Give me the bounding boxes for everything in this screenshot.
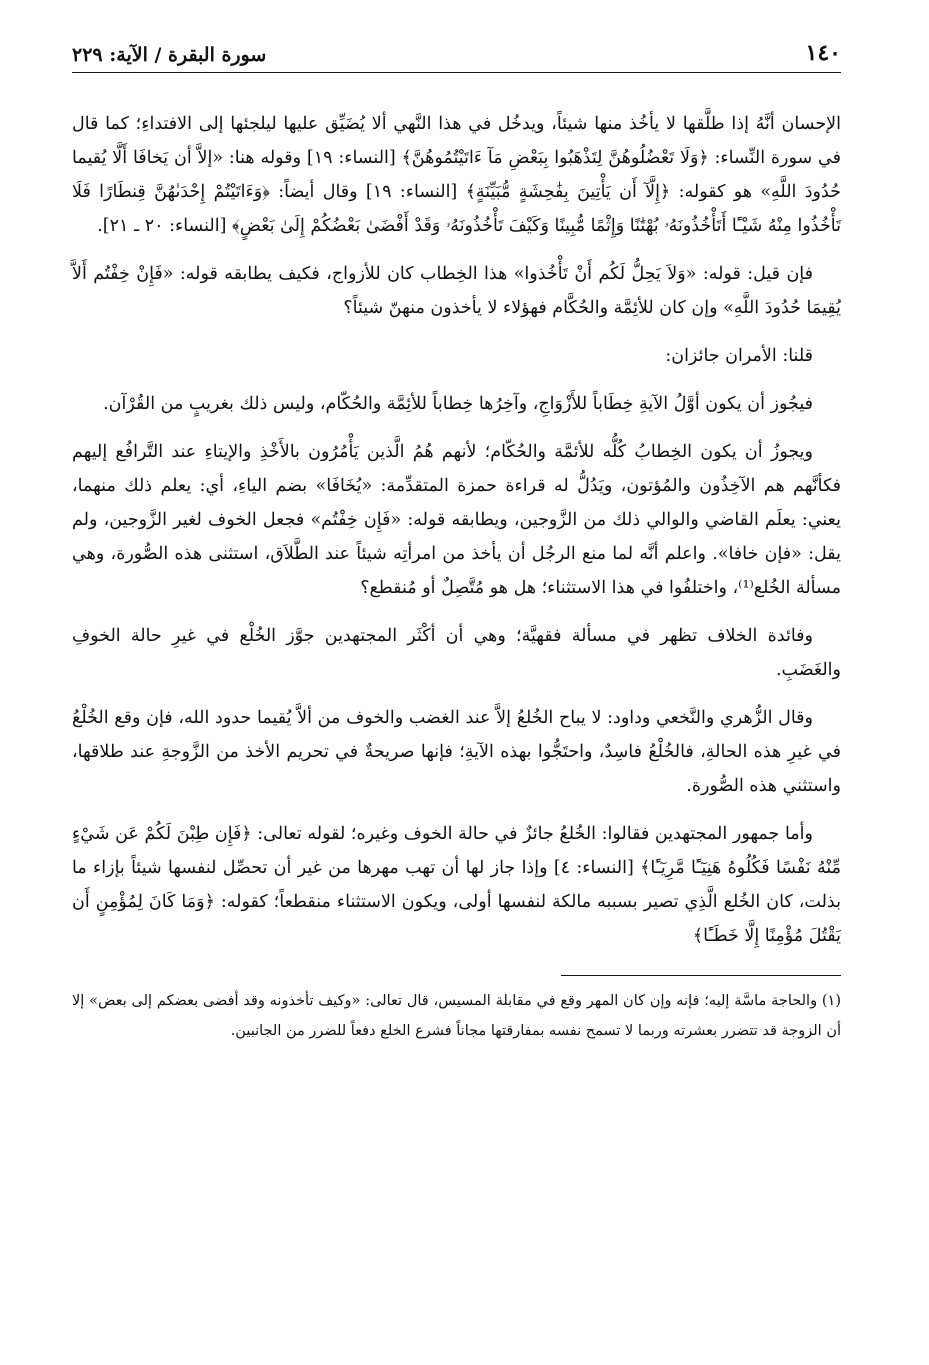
paragraph: فإن قيل: قوله: «وَلاَ يَحِلُّ لَكُم أَنْ تَأْخُذوا» هذا الخِطاب كان للأزواج، فكيف يطابقه قوله: «فَإِنْ خِفْتُم أَلاَّ يُقِيمَا حُدُودَ اللَّهِ» وإن كان للأئِمَّة والحُكَّام فهؤلاء لا يأخذون منهنّ شيئاً؟ — [72, 264, 841, 318]
paragraph: وأما جمهور المجتهدين فقالوا: الخُلعُ جائزٌ في حالة الخوف وغيره؛ لقوله تعالى: ﴿فَإِن طِبْنَ لَكُمْ عَن شَيْءٍ مِّنْهُ نَفْسًا فَكُلُوهُ هَنِيٓـًٔا مَّرِيٓـًٔا﴾ [النساء: ٤] وإذا جاز لها أن تهب مهرها من غير أن تحصِّل لنفسها شيئاً بإزاء ما بذلت، كان الخُلع الَّذِي تصير بسببه مالكة لنفسها أولى، ويكون الاستثناء منقطعاً؛ كقوله: ﴿وَمَا كَانَ لِمُؤْمِنٍ أَن يَقْتُلَ مُؤْمِنًا إِلَّا خَطَـًٔا﴾ — [72, 824, 841, 946]
page-header — [72, 40, 841, 73]
running-title: سورة البقرة / الآية: ٢٢٩ — [72, 44, 267, 66]
footnotes — [72, 986, 841, 1046]
paragraph: وفائدة الخلاف تظهر في مسألة فقهيَّة؛ وهي أن أكْثَر المجتهدين جوَّز الخُلْع في غيرِ حالة الخوفِ والغَضَبِ. — [72, 626, 841, 680]
paragraph: وقال الزُّهري والنَّخعي وداود: لا يباح الخُلعُ إلاَّ عند الغضب والخوف من ألاَّ يُقيما حدود الله، فإن وقع الخُلْعُ في غيرِ هذه الحالةِ، فالخُلْعُ فاسِدٌ، واحتَجُّوا بهذه الآيةِ؛ فإنها صريحةٌ في تحريم الأخذ من الزَّوجةِ عند طلاقها، واستثني هذه الصُّورة. — [72, 708, 841, 796]
main-text — [72, 107, 841, 953]
paragraph: ويجوزُ أن يكون الخِطابُ كُلُّه للأئمَّة والحُكّام؛ لأنهم هُمُ الَّذين يَأْمُرُون بالأَخْذِ والإيتاءِ عند التَّرافُع إليهم فكأنَّهم هم الآخِذُون والمُؤتون، ويَدُلُّ له قراءة حمزة المتقدِّمة: «يُخَافَا» بضم الياءِ، أي: يعلم ذلك منهما، يعني: يعلَم القاضي والوالي ذلك من الزَّوجين، ويطابقه قوله: «فَإِن خِفْتُم» فجعل الخوف لغير الزَّوجين، ولم يقل: «فإن خافا». واعلم أنَّه لما منع الرجُل أن يأخذ من امرأتِه شيئاً عند الطَّلاَق، استثنى هذه الصُّورة، وهي مسألة الخُلع⁽¹⁾، واختلفُوا في هذا الاستثناء؛ هل هو مُتَّصِلٌ أو مُنقطع؟ — [72, 442, 841, 598]
paragraph: الإحسان أنَّهُ إذا طلَّقها لا يأخُذ منها شيئاً، ويدخُل في هذا النَّهي ألا يُضَيِّق عليها ليلجئها إلى الافتداءِ؛ كما قال في سورة النِّساء: ﴿وَلَا تَعْضُلُوهُنَّ لِتَذْهَبُوا بِبَعْضِ مَآ ءَاتَيْتُمُوهُنَّ﴾ [النساء: ١٩] وقوله هنا: «إلاَّ أن يَخافَا أَلَّا يُقيما حُدُودَ اللَّهِ» هو كقوله: ﴿إِلَّآ أَن يَأْتِينَ بِفَٰحِشَةٍ مُّبَيِّنَةٍ﴾ [النساء: ١٩] وقال أيضاً: ﴿وَءَاتَيْتُمْ إِحْدَىٰهُنَّ قِنطَارًا فَلَا تَأْخُذُوا مِنْهُ شَيْـًٔا أَتَأْخُذُونَهُۥ بُهْتَٰنًا وَإِثْمًا مُّبِينًا وَكَيْفَ تَأْخُذُونَهُۥ وَقَدْ أَفْضَىٰ بَعْضُكُمْ إِلَىٰ بَعْضٍ﴾ [النساء: ٢٠ ـ ٢١]. — [72, 114, 841, 236]
footnote-divider — [561, 975, 841, 976]
footnote: (١) والحاجة ماسَّة إليه؛ فإنه وإن كان المهر وقع في مقابلة المسيس، قال تعالى: «وكيف تأخذونه وقد أفضى بعضكم إلى بعض» إلا أن الزوجة قد تتضرر بعشرته وربما لا تسمح نفسه بمفارقتها مجاناً فشرع الخلع دفعاً للضرر من الجانبين. — [72, 993, 841, 1039]
paragraph: فيجُوز أن يكون أوَّلُ الآيةِ خِطَاباً للأَزْوَاجِ، وآخِرُها خِطاباً للأئِمَّة والحُكّام، وليس ذلك بغريبٍ من القُرْآن. — [103, 394, 813, 414]
paragraph: قلنا: الأمران جائزان: — [665, 346, 813, 366]
page-number: ١٤٠ — [805, 40, 841, 66]
